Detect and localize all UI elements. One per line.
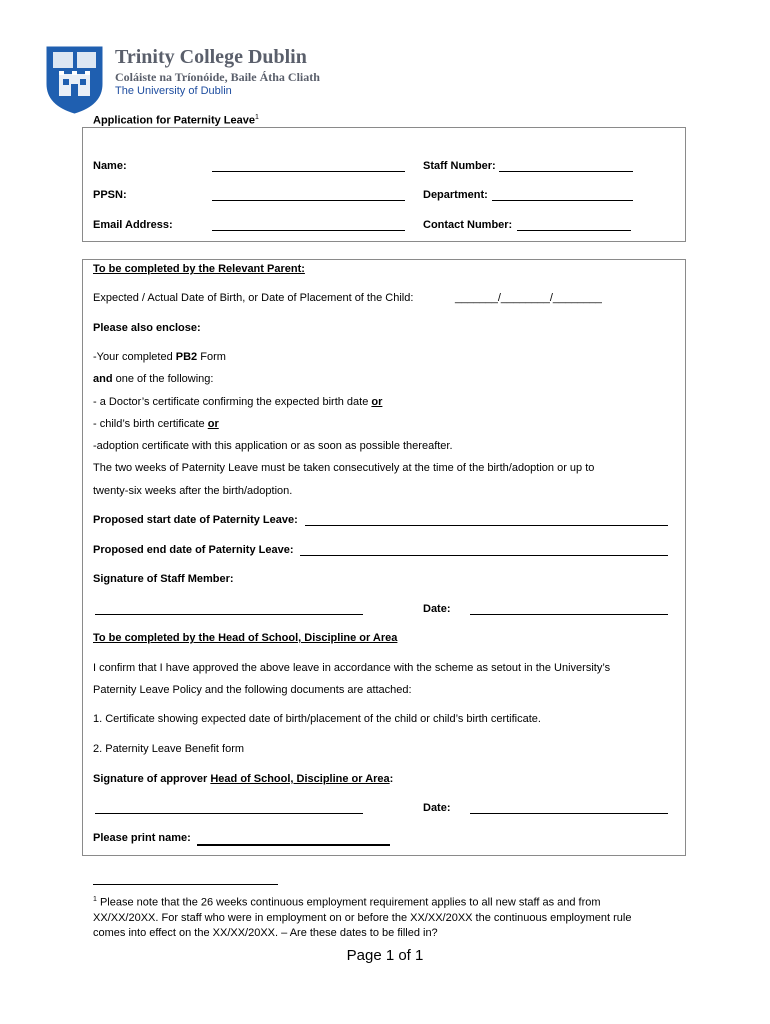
attached-item-1: 1. Certificate showing expected date of birth/placement of the child or child’s birth certificate.: [93, 713, 541, 725]
footnote-line2: XX/XX/20XX. For staff who were in employment on or before the XX/XX/20XX the continuous employment rule: [93, 911, 632, 924]
staff-signature-field[interactable]: [95, 614, 363, 615]
email-field[interactable]: [212, 230, 405, 231]
approver-date-field[interactable]: [470, 813, 668, 814]
email-label: Email Address:: [93, 219, 173, 231]
staff-signature-label: Signature of Staff Member:: [93, 573, 234, 585]
tcd-crest-icon: [46, 46, 103, 114]
footnote-marker: 1: [93, 896, 97, 903]
doctor-certificate-item: - a Doctor’s certificate confirming the expected birth date or: [93, 396, 383, 408]
name-label: Name:: [93, 160, 127, 172]
confirmation-line1: I confirm that I have approved the above leave in accordance with the scheme as setout in the University’s: [93, 662, 611, 674]
head-section-heading: To be completed by the Head of School, Discipline or Area: [93, 632, 398, 644]
name-field[interactable]: [212, 171, 405, 172]
page-number: Page 1 of 1: [346, 947, 424, 964]
parent-section-heading: To be completed by the Relevant Parent:: [93, 263, 305, 275]
two-weeks-rule-line2: twenty-six weeks after the birth/adoption.: [93, 485, 293, 497]
footnote-separator: [93, 884, 278, 885]
footnote-ref: 1: [254, 114, 259, 121]
attached-item-2: 2. Paternity Leave Benefit form: [93, 743, 245, 755]
ppsn-field[interactable]: [212, 200, 405, 201]
dob-label: Expected / Actual Date of Birth, or Date of Placement of the Child:: [93, 292, 414, 304]
enclose-heading: Please also enclose:: [93, 322, 201, 334]
footnote: [93, 892, 693, 941]
footnote-line1: $^1$ Please note that the 26 weeks continuous employment requirement applies to all new staff as and from: [93, 896, 601, 909]
print-name-field[interactable]: [197, 844, 390, 846]
contact-number-field[interactable]: [517, 230, 631, 231]
approver-signature-field[interactable]: [95, 813, 363, 814]
form-title: Application for Paternity Leave$^1$: [93, 114, 259, 127]
university-name: The University of Dublin: [115, 85, 232, 97]
approver-date-label: Date:: [423, 802, 451, 814]
staff-date-label: Date:: [423, 603, 451, 615]
department-label: Department:: [423, 189, 488, 201]
end-date-label: Proposed end date of Paternity Leave:: [93, 544, 294, 556]
end-date-field[interactable]: [300, 555, 668, 556]
birth-certificate-item: - child’s birth certificate or: [93, 418, 219, 430]
print-name-label: Please print name:: [93, 832, 191, 844]
approver-signature-label: Signature of approver Head of School, Discipline or Area:: [93, 773, 394, 785]
start-date-field[interactable]: [305, 525, 668, 526]
pb2-form-item: -Your completed PB2 Form: [93, 351, 226, 363]
institution-name: Trinity College Dublin: [115, 46, 307, 68]
ppsn-label: PPSN:: [93, 189, 127, 201]
dob-field[interactable]: _______/________/________: [455, 292, 602, 304]
staff-date-field[interactable]: [470, 614, 668, 615]
leave-details-box: [82, 259, 686, 856]
institution-irish-name: Coláiste na Tríonóide, Baile Átha Cliath: [115, 70, 320, 84]
staff-number-field[interactable]: [499, 171, 633, 172]
confirmation-line2: Paternity Leave Policy and the following documents are attached:: [93, 684, 412, 696]
department-field[interactable]: [492, 200, 633, 201]
and-one-of-following: and one of the following:: [93, 373, 214, 385]
start-date-label: Proposed start date of Paternity Leave:: [93, 514, 298, 526]
adoption-certificate-item: -adoption certificate with this application or as soon as possible thereafter.: [93, 440, 453, 452]
contact-number-label: Contact Number:: [423, 219, 513, 231]
two-weeks-rule-line1: The two weeks of Paternity Leave must be taken consecutively at the time of the birth/adoption or up to: [93, 462, 595, 474]
staff-number-label: Staff Number:: [423, 160, 496, 172]
footnote-line3: comes into effect on the XX/XX/20XX. – Are these dates to be filled in?: [93, 926, 438, 939]
